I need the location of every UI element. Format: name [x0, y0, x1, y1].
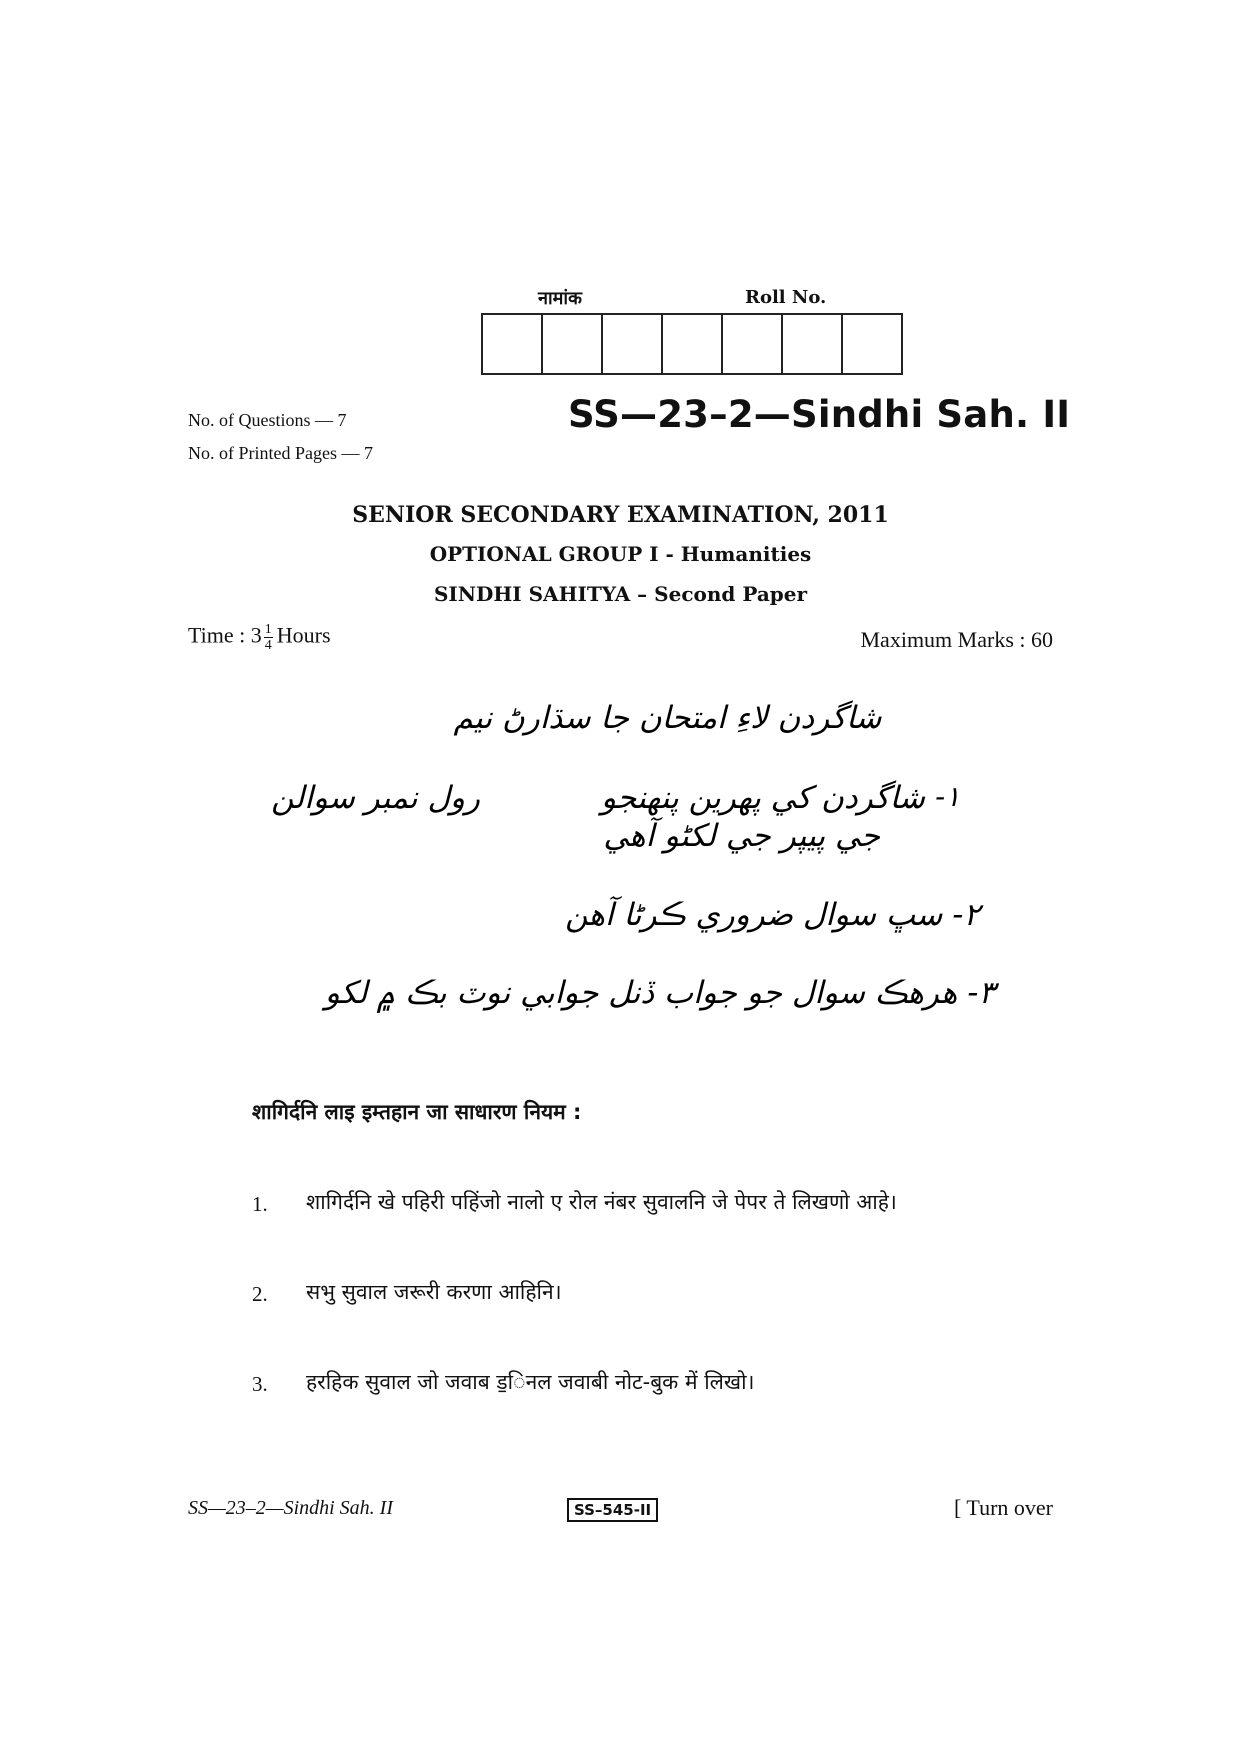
time-fraction: [264, 622, 273, 653]
turn-over-label: [ Turn over: [953, 1495, 1053, 1520]
time-allowed: [188, 622, 331, 653]
sindhi-item1-number: ١-: [935, 780, 961, 813]
hindi-instructions-heading: शागिर्दनि लाइ इम्तहान जा साधारण नियम :: [252, 1100, 582, 1124]
maximum-marks: Maximum Marks : 60: [860, 627, 1053, 652]
roll-number-boxes: [481, 313, 903, 375]
time-label: Time : 3: [188, 622, 262, 648]
fraction-denominator: 4: [264, 638, 272, 653]
sindhi-heading: شاگردن لاءِ امتحان جا سڌارڻ نيم: [453, 700, 882, 736]
rule-text: सभु सुवाल जरूरी करणा आहिनि।: [306, 1280, 562, 1304]
time-unit: Hours: [276, 622, 331, 648]
rule-number: 3.: [252, 1372, 268, 1396]
rule-text: शागिर्दनि खे पहिरी पहिंजो नालो ए रोल नंबर सुवालनि जे पेपर ते लिखणो आहे।: [306, 1190, 897, 1214]
roll-digit-box[interactable]: [602, 314, 662, 374]
sindhi-item1-tail: رول نمبر سوالن: [271, 780, 480, 816]
footer-code-box: SS–545-II: [567, 1498, 658, 1522]
roll-digit-box[interactable]: [722, 314, 782, 374]
roll-digit-box[interactable]: [842, 314, 902, 374]
roll-digit-box[interactable]: [482, 314, 542, 374]
printed-pages-count: No. of Printed Pages — 7: [188, 443, 373, 463]
rule-text: हरहिक सुवाल जो जवाब ड॒िनल जवाबी नोट-बुक में लिखो।: [306, 1370, 755, 1394]
exam-group: OPTIONAL GROUP I - Humanities: [429, 542, 812, 566]
roll-digit-box[interactable]: [782, 314, 842, 374]
paper-code-title: SS—23–2—Sindhi Sah. II: [568, 393, 1071, 436]
exam-title: SENIOR SECONDARY EXAMINATION, 2011: [352, 502, 889, 528]
footer-paper-code: SS—23–2—Sindhi Sah. II: [188, 1497, 393, 1519]
exam-subject: SINDHI SAHITYA – Second Paper: [433, 582, 808, 606]
sindhi-item1-line1: شاگردن کي پهرين پنهنجو: [601, 780, 925, 816]
roll-label-english: Roll No.: [745, 287, 827, 308]
rule-number: 1.: [252, 1192, 268, 1216]
sindhi-item3: ٣- هرهڪ سوال جو جواب ڏنل جوابي نوٽ بڪ ۾ لکو: [324, 975, 995, 1011]
sindhi-item2: ٢- سڀ سوال ضروري ڪرڻا آهن: [565, 897, 980, 933]
rule-number: 2.: [252, 1282, 268, 1306]
roll-digit-box[interactable]: [542, 314, 602, 374]
roll-label-hindi: नामांक: [538, 288, 582, 309]
fraction-numerator: 1: [264, 622, 272, 637]
sindhi-item1-line2: جي پيپر جي لکڻو آهي: [603, 818, 880, 854]
questions-count: No. of Questions — 7: [188, 410, 347, 430]
roll-digit-box[interactable]: [662, 314, 722, 374]
